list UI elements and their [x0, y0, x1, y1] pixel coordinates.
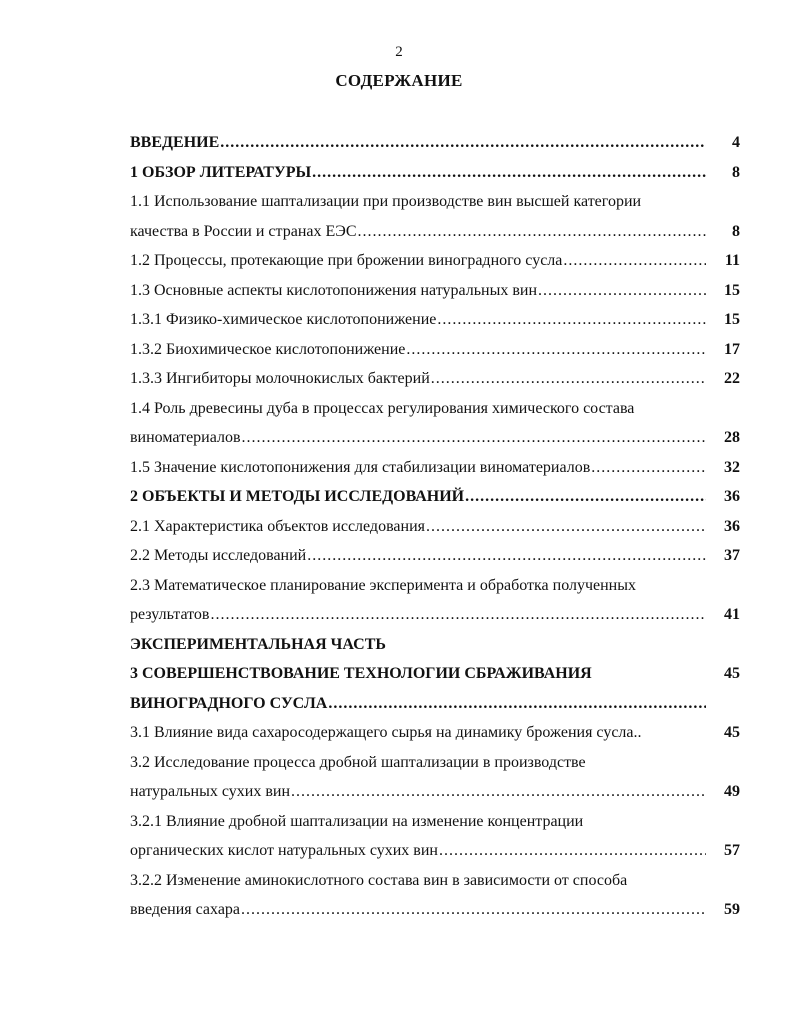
toc-page-number: 22 — [724, 370, 740, 387]
toc-entry-text: органических кислот натуральных сухих вин — [130, 842, 438, 859]
toc-entry-text: 3.2.1 Влияние дробной шаптализации на изменение концентрации — [130, 812, 584, 830]
toc-entry-text: 1.4 Роль древесины дуба в процессах регулирования химического состава — [130, 399, 635, 417]
toc-entry[interactable] — [130, 305, 740, 335]
toc-entry-text: качества в России и странах ЕЭС — [130, 222, 357, 240]
toc-entry[interactable] — [130, 394, 740, 424]
toc-entry[interactable] — [130, 246, 740, 276]
leader-dots — [307, 541, 706, 571]
leader-dots — [406, 335, 706, 365]
toc-entry-text: 1.2 Процессы, протекающие при брожении виноградного сусла — [130, 252, 563, 269]
leader-dots — [210, 600, 706, 630]
table-of-contents — [130, 128, 740, 925]
toc-entry-text: 1.5 Значение кислотопонижения для стабилизации виноматериалов — [130, 458, 591, 476]
page-number: 2 — [395, 44, 403, 60]
toc-entry[interactable] — [130, 659, 740, 689]
toc-entry-text: 3.1 Влияние вида сахаросодержащего сырья на динамику брожения сусла.. — [130, 724, 642, 741]
leader-dots — [437, 305, 706, 335]
toc-entry-text: 1.3 Основные аспекты кислотопонижения натуральных вин — [130, 281, 538, 299]
toc-entry-text: 2.3 Математическое планирование эксперимента и обработка полученных — [130, 576, 636, 594]
leader-dots — [357, 217, 706, 247]
leader-dots — [242, 423, 706, 453]
leader-dots — [431, 364, 706, 394]
toc-page-number: 15 — [724, 311, 740, 328]
leader-dots — [591, 453, 706, 483]
leader-dots — [563, 246, 706, 276]
toc-entry[interactable] — [130, 630, 740, 660]
toc-entry-text: 1.1 Использование шаптализации при производстве вин высшей категории — [130, 193, 642, 210]
toc-entry-text: 1.3.1 Физико-химическое кислотопонижение — [130, 311, 437, 328]
toc-entry-text: виноматериалов — [130, 429, 241, 446]
toc-page-number: 8 — [732, 222, 740, 240]
leader-dots — [291, 777, 706, 807]
toc-entry-text: 3.2 Исследование процесса дробной шаптализации в производстве — [130, 753, 586, 771]
leader-dots — [426, 512, 706, 542]
toc-entry-text: ВИНОГРАДНОГО СУСЛА — [130, 694, 328, 712]
toc-entry[interactable] — [130, 364, 740, 394]
toc-entry[interactable] — [130, 158, 740, 188]
toc-entry-text: введения сахара — [130, 901, 241, 918]
toc-entry[interactable] — [130, 423, 740, 453]
toc-entry-text: результатов — [130, 606, 210, 623]
leader-dots — [220, 128, 706, 158]
toc-entry-text: 3 СОВЕРШЕНСТВОВАНИЕ ТЕХНОЛОГИИ СБРАЖИВАНИЯ — [130, 665, 592, 682]
toc-entry-text: 1.3.2 Биохимическое кислотопонижение — [130, 340, 406, 358]
toc-page-number: 32 — [724, 458, 740, 476]
toc-entry[interactable] — [130, 748, 740, 778]
toc-page-number: 45 — [724, 724, 740, 741]
toc-page-number: 15 — [724, 281, 740, 299]
toc-entry[interactable] — [130, 335, 740, 365]
toc-page-number: 8 — [732, 163, 740, 181]
toc-entry[interactable] — [130, 836, 740, 866]
toc-entry-text: ВВЕДЕНИЕ — [130, 134, 220, 151]
toc-entry-text: 2.1 Характеристика объектов исследования — [130, 517, 425, 535]
leader-dots — [538, 276, 706, 306]
toc-page-number: 36 — [724, 517, 740, 535]
toc-entry[interactable] — [130, 276, 740, 306]
toc-entry[interactable] — [130, 689, 740, 719]
toc-entry[interactable] — [130, 541, 740, 571]
toc-page-number: 11 — [724, 252, 740, 269]
toc-page-number: 28 — [724, 429, 740, 446]
toc-entry[interactable] — [130, 453, 740, 483]
toc-entry-text: 1.3.3 Ингибиторы молочнокислых бактерий — [130, 370, 430, 387]
toc-page-number: 4 — [732, 134, 740, 151]
toc-entry[interactable] — [130, 571, 740, 601]
toc-page-number: 17 — [724, 340, 740, 358]
toc-entry-text: натуральных сухих вин — [130, 783, 290, 800]
toc-page-number: 59 — [724, 901, 740, 918]
toc-entry[interactable] — [130, 777, 740, 807]
toc-entry[interactable] — [130, 482, 740, 512]
toc-entry-text: 3.2.2 Изменение аминокислотного состава вин в зависимости от способа — [130, 871, 628, 889]
toc-page-number: 49 — [724, 783, 740, 800]
toc-page-number: 41 — [724, 606, 740, 623]
toc-page-number: 37 — [724, 547, 740, 564]
leader-dots — [328, 689, 706, 719]
toc-entry-text: 2 ОБЪЕКТЫ И МЕТОДЫ ИССЛЕДОВАНИЙ — [130, 488, 465, 505]
toc-entry[interactable] — [130, 866, 740, 896]
toc-entry-text: ЭКСПЕРИМЕНТАЛЬНАЯ ЧАСТЬ — [130, 635, 386, 653]
toc-entry[interactable] — [130, 128, 740, 158]
toc-entry[interactable] — [130, 895, 740, 925]
leader-dots — [465, 482, 706, 512]
page-title: СОДЕРЖАНИЕ — [335, 71, 463, 90]
toc-entry[interactable] — [130, 718, 740, 748]
toc-page-number: 36 — [724, 488, 740, 505]
toc-entry[interactable] — [130, 807, 740, 837]
toc-entry[interactable] — [130, 512, 740, 542]
toc-page-number: 57 — [724, 842, 740, 859]
toc-entry-text: 2.2 Методы исследований — [130, 547, 307, 564]
toc-entry-text: 1 ОБЗОР ЛИТЕРАТУРЫ — [130, 163, 312, 181]
leader-dots — [312, 158, 706, 188]
leader-dots — [439, 836, 706, 866]
toc-entry[interactable] — [130, 600, 740, 630]
toc-entry[interactable] — [130, 217, 740, 247]
toc-page-number: 45 — [724, 665, 740, 682]
toc-entry[interactable] — [130, 187, 740, 217]
leader-dots — [241, 895, 706, 925]
